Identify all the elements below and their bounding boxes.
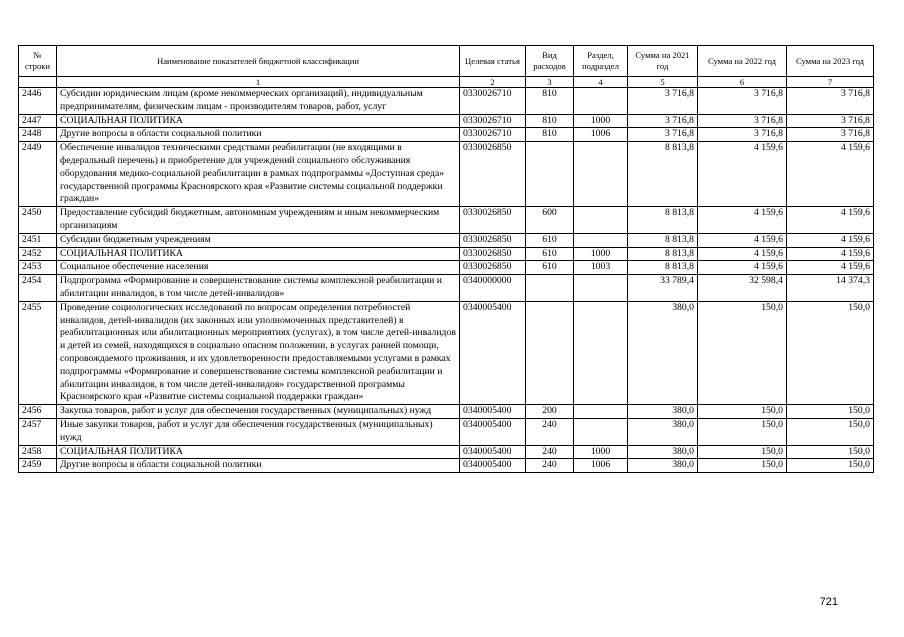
section-cell: 1000: [574, 445, 628, 459]
sum-2022-cell: 4 159,6: [698, 142, 787, 207]
sum-2022-cell: 3 716,8: [698, 114, 787, 128]
indicator-name-cell: СОЦИАЛЬНАЯ ПОЛИТИКА: [57, 114, 460, 128]
sum-2021-cell: 380,0: [628, 459, 698, 473]
section-cell: [574, 301, 628, 404]
column-number-row: [19, 77, 874, 88]
header-sum-2023: Сумма на 2023 год: [787, 46, 874, 77]
column-number: 6: [698, 77, 787, 88]
sum-2023-cell: 150,0: [787, 459, 874, 473]
sum-2021-cell: 3 716,8: [628, 114, 698, 128]
table-row: [19, 128, 874, 142]
section-cell: [574, 233, 628, 247]
target-article-cell: 0340005400: [460, 418, 526, 445]
target-article-cell: 0340005400: [460, 445, 526, 459]
section-cell: [574, 418, 628, 445]
sum-2023-cell: 4 159,6: [787, 142, 874, 207]
table-row: [19, 405, 874, 419]
table-row: [19, 88, 874, 115]
target-article-cell: 0340005400: [460, 459, 526, 473]
sum-2023-cell: 150,0: [787, 405, 874, 419]
sum-2023-cell: 3 716,8: [787, 128, 874, 142]
section-cell: 1000: [574, 247, 628, 261]
header-section: Раздел, подраздел: [574, 46, 628, 77]
expense-type-cell: 810: [526, 128, 574, 142]
sum-2023-cell: 4 159,6: [787, 261, 874, 275]
expense-type-cell: 200: [526, 405, 574, 419]
section-cell: 1006: [574, 459, 628, 473]
sum-2021-cell: 3 716,8: [628, 128, 698, 142]
sum-2022-cell: 3 716,8: [698, 128, 787, 142]
column-number: 4: [574, 77, 628, 88]
sum-2022-cell: 150,0: [698, 445, 787, 459]
table-row: [19, 418, 874, 445]
row-number-cell: 2457: [19, 418, 57, 445]
expense-type-cell: 600: [526, 207, 574, 234]
table-row: [19, 233, 874, 247]
column-number: 7: [787, 77, 874, 88]
indicator-name-cell: Субсидии юридическим лицам (кроме некоммерческих организаций), индивидуальным предпринимателям, физическим лицам - производителям товаров, работ, услуг: [57, 88, 460, 115]
sum-2021-cell: 3 716,8: [628, 88, 698, 115]
table-row: [19, 114, 874, 128]
header-name: Наименование показателей бюджетной классификации: [57, 46, 460, 77]
sum-2023-cell: 4 159,6: [787, 207, 874, 234]
sum-2021-cell: 8 813,8: [628, 207, 698, 234]
target-article-cell: 0330026850: [460, 247, 526, 261]
expense-type-cell: [526, 301, 574, 404]
expense-type-cell: [526, 275, 574, 302]
indicator-name-cell: Субсидии бюджетным учреждениям: [57, 233, 460, 247]
sum-2022-cell: 150,0: [698, 405, 787, 419]
indicator-name-cell: Социальное обеспечение населения: [57, 261, 460, 275]
expense-type-cell: 610: [526, 247, 574, 261]
sum-2022-cell: 4 159,6: [698, 233, 787, 247]
sum-2023-cell: 150,0: [787, 418, 874, 445]
header-expense-type: Вид расходов: [526, 46, 574, 77]
section-cell: 1000: [574, 114, 628, 128]
section-cell: [574, 405, 628, 419]
section-cell: [574, 207, 628, 234]
page-number: 721: [819, 596, 838, 608]
sum-2022-cell: 4 159,6: [698, 247, 787, 261]
column-number: 3: [526, 77, 574, 88]
row-number-cell: 2456: [19, 405, 57, 419]
expense-type-cell: 240: [526, 459, 574, 473]
expense-type-cell: 610: [526, 233, 574, 247]
sum-2021-cell: 8 813,8: [628, 247, 698, 261]
section-cell: 1006: [574, 128, 628, 142]
target-article-cell: 0330026850: [460, 142, 526, 207]
target-article-cell: 0330026710: [460, 114, 526, 128]
sum-2022-cell: 150,0: [698, 418, 787, 445]
expense-type-cell: 810: [526, 114, 574, 128]
target-article-cell: 0330026710: [460, 88, 526, 115]
table-row: [19, 459, 874, 473]
sum-2021-cell: 380,0: [628, 301, 698, 404]
indicator-name-cell: Обеспечение инвалидов техническими средствами реабилитации (не входящими в федеральный перечень) и приобретение для учреждений социального обслуживания оборудования медико-социальной реабилитации в рамках подпрограммы «Доступная среда» государственной программы Красноярского края «Развитие системы социальной поддержки граждан»: [57, 142, 460, 207]
sum-2023-cell: 3 716,8: [787, 88, 874, 115]
section-cell: 1003: [574, 261, 628, 275]
row-number-cell: 2451: [19, 233, 57, 247]
target-article-cell: 0330026850: [460, 261, 526, 275]
table-body: [19, 88, 874, 473]
section-cell: [574, 88, 628, 115]
sum-2021-cell: 380,0: [628, 418, 698, 445]
table-row: [19, 142, 874, 207]
row-number-cell: 2453: [19, 261, 57, 275]
column-number: 2: [460, 77, 526, 88]
sum-2022-cell: 32 598,4: [698, 275, 787, 302]
expense-type-cell: 810: [526, 88, 574, 115]
section-cell: [574, 142, 628, 207]
sum-2022-cell: 4 159,6: [698, 207, 787, 234]
row-number-cell: 2459: [19, 459, 57, 473]
sum-2021-cell: 380,0: [628, 405, 698, 419]
column-number: [19, 77, 57, 88]
table-row: [19, 445, 874, 459]
row-number-cell: 2454: [19, 275, 57, 302]
sum-2021-cell: 8 813,8: [628, 261, 698, 275]
header-row: [19, 46, 874, 77]
row-number-cell: 2448: [19, 128, 57, 142]
expense-type-cell: 610: [526, 261, 574, 275]
indicator-name-cell: Иные закупки товаров, работ и услуг для обеспечения государственных (муниципальных) нужд: [57, 418, 460, 445]
indicator-name-cell: Проведение социологических исследований по вопросам определения потребностей инвалидов, детей-инвалидов (их законных или уполномоченных представителей) в реабилитационных или абилитационных мероприятиях (услугах), в том числе детей-инвалидов и детей из семей, находящихся в социально опасном положении, в услугах ранней помощи, сопровождаемого проживания, и их удовлетворенности предоставляемыми услугами в рамках подпрограммы «Формирование и совершенствование системы комплексной реабилитации и абилитации инвалидов, в том числе детей-инвалидов» государственной программы Красноярского края «Развитие системы социальной поддержки граждан»: [57, 301, 460, 404]
section-cell: [574, 275, 628, 302]
sum-2023-cell: 4 159,6: [787, 233, 874, 247]
header-row-number: № строки: [19, 46, 57, 77]
expense-type-cell: [526, 142, 574, 207]
target-article-cell: 0340005400: [460, 301, 526, 404]
target-article-cell: 0330026850: [460, 207, 526, 234]
column-number: 5: [628, 77, 698, 88]
expense-type-cell: 240: [526, 418, 574, 445]
sum-2023-cell: 150,0: [787, 301, 874, 404]
sum-2021-cell: 8 813,8: [628, 142, 698, 207]
table-row: [19, 247, 874, 261]
sum-2023-cell: 150,0: [787, 445, 874, 459]
sum-2022-cell: 3 716,8: [698, 88, 787, 115]
header-sum-2021: Сумма на 2021 год: [628, 46, 698, 77]
budget-table: [18, 45, 874, 473]
sum-2021-cell: 380,0: [628, 445, 698, 459]
indicator-name-cell: СОЦИАЛЬНАЯ ПОЛИТИКА: [57, 247, 460, 261]
row-number-cell: 2449: [19, 142, 57, 207]
row-number-cell: 2446: [19, 88, 57, 115]
target-article-cell: 0330026710: [460, 128, 526, 142]
indicator-name-cell: Предоставление субсидий бюджетным, автономным учреждениям и иным некоммерческим организациям: [57, 207, 460, 234]
expense-type-cell: 240: [526, 445, 574, 459]
sum-2023-cell: 4 159,6: [787, 247, 874, 261]
header-sum-2022: Сумма на 2022 год: [698, 46, 787, 77]
sum-2022-cell: 150,0: [698, 459, 787, 473]
indicator-name-cell: СОЦИАЛЬНАЯ ПОЛИТИКА: [57, 445, 460, 459]
target-article-cell: 0330026850: [460, 233, 526, 247]
table-row: [19, 301, 874, 404]
target-article-cell: 0340005400: [460, 405, 526, 419]
sum-2021-cell: 33 789,4: [628, 275, 698, 302]
sum-2022-cell: 4 159,6: [698, 261, 787, 275]
column-number: 1: [57, 77, 460, 88]
sum-2023-cell: 14 374,3: [787, 275, 874, 302]
sum-2021-cell: 8 813,8: [628, 233, 698, 247]
table-row: [19, 207, 874, 234]
table-row: [19, 261, 874, 275]
indicator-name-cell: Подпрограмма «Формирование и совершенствование системы комплексной реабилитации и абилитации инвалидов, в том числе детей-инвалидов»: [57, 275, 460, 302]
indicator-name-cell: Закупка товаров, работ и услуг для обеспечения государственных (муниципальных) нужд: [57, 405, 460, 419]
row-number-cell: 2447: [19, 114, 57, 128]
header-target-article: Целевая статья: [460, 46, 526, 77]
indicator-name-cell: Другие вопросы в области социальной политики: [57, 459, 460, 473]
row-number-cell: 2455: [19, 301, 57, 404]
target-article-cell: 0340000000: [460, 275, 526, 302]
row-number-cell: 2452: [19, 247, 57, 261]
indicator-name-cell: Другие вопросы в области социальной политики: [57, 128, 460, 142]
sum-2023-cell: 3 716,8: [787, 114, 874, 128]
row-number-cell: 2458: [19, 445, 57, 459]
table-row: [19, 275, 874, 302]
sum-2022-cell: 150,0: [698, 301, 787, 404]
row-number-cell: 2450: [19, 207, 57, 234]
